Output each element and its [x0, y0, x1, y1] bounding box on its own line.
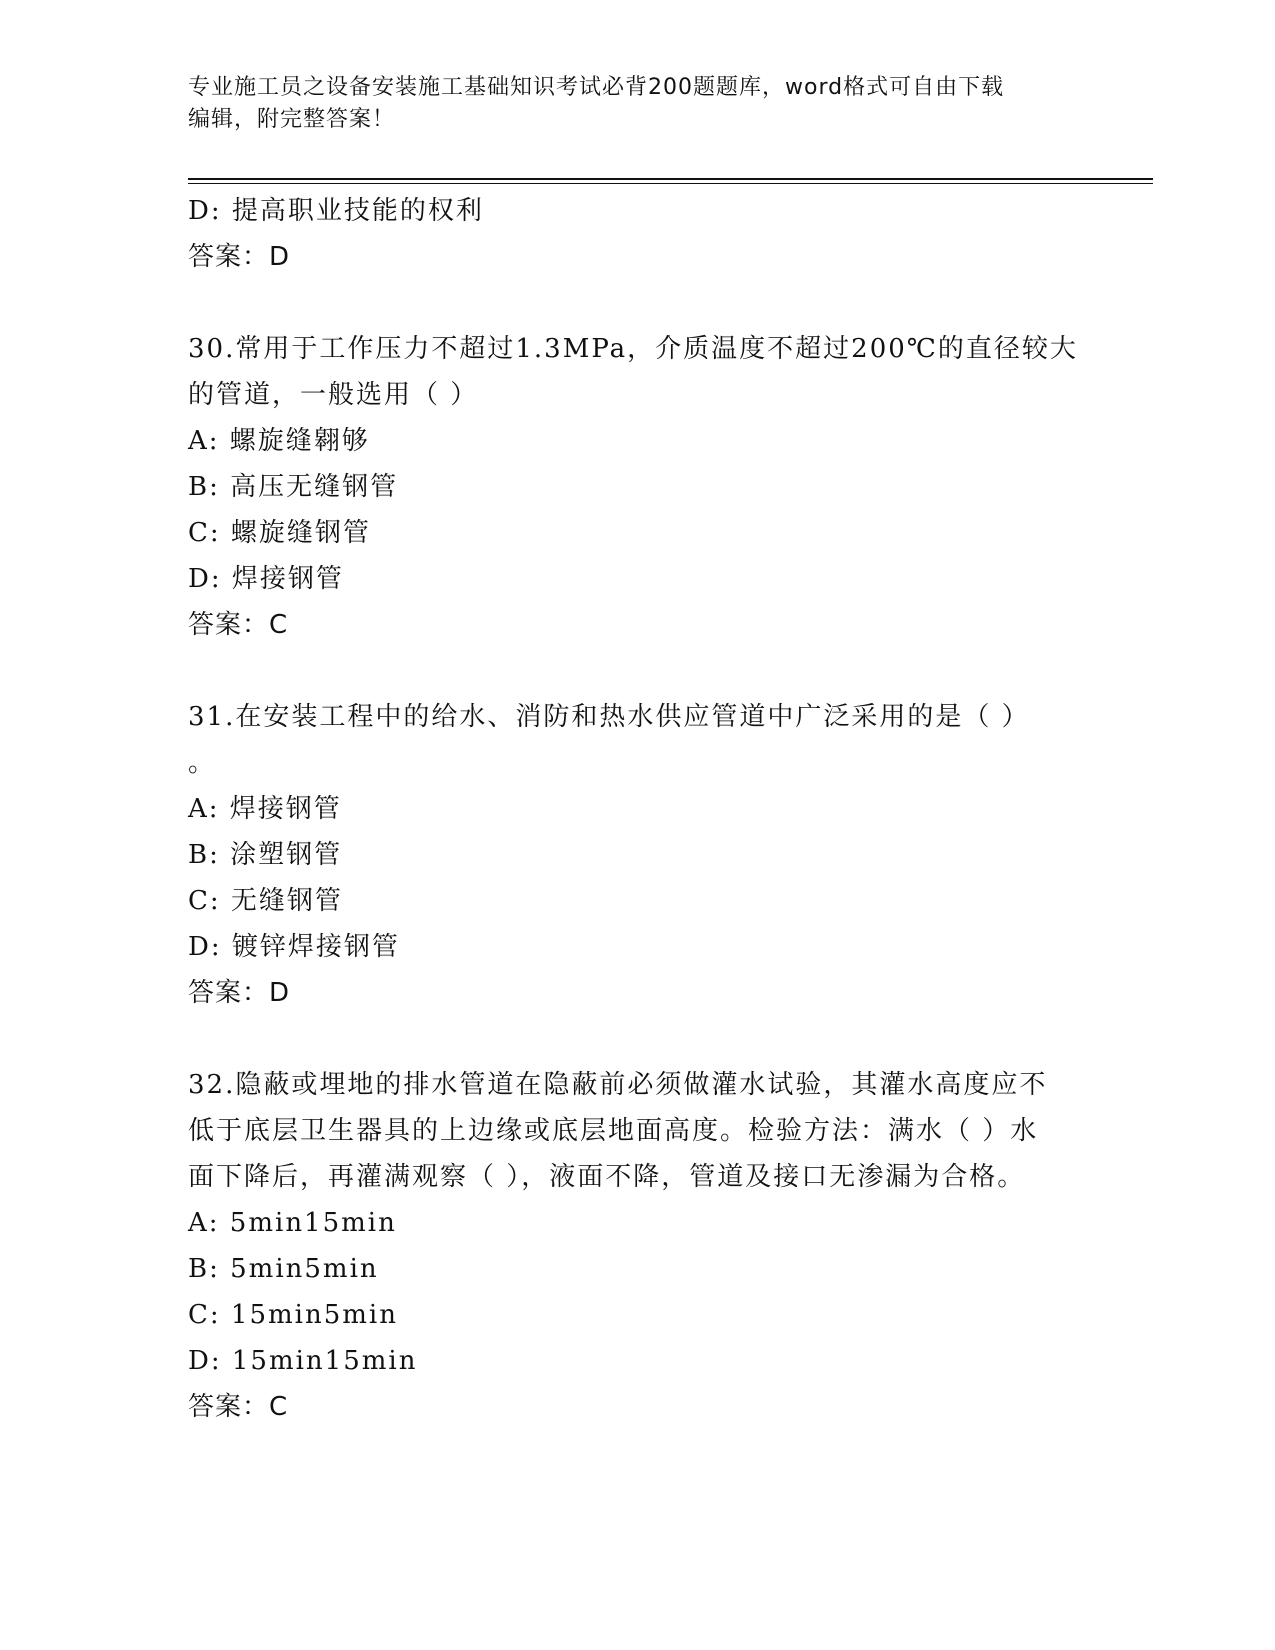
question-text-line-1: 32.隐蔽或埋地的排水管道在隐蔽前必须做灌水试验，其灌水高度应不 — [188, 1070, 1048, 1100]
question-text-line-1: 30.常用于工作压力不超过1.3MPa，介质温度不超过200℃的直径较大 — [188, 334, 1078, 364]
option-c: C: 无缝钢管 — [188, 886, 343, 916]
header-divider-thin — [188, 183, 1153, 184]
header-line-2: 编辑，附完整答案！ — [188, 107, 396, 132]
option-b: B: 高压无缝钢管 — [188, 472, 399, 502]
option-d: D: 焊接钢管 — [188, 564, 344, 594]
option-b: B: 涂塑钢管 — [188, 840, 343, 870]
question-text-line-2: 。 — [188, 748, 217, 778]
question-30 — [188, 326, 1078, 648]
spacer — [188, 1016, 1068, 1062]
question-32 — [188, 1062, 1068, 1430]
option-d: D: 15min15min — [188, 1346, 418, 1376]
answer-line: 答案：D — [188, 242, 291, 272]
question-text-line-1: 31.在安装工程中的给水、消防和热水供应管道中广泛采用的是（ ） — [188, 702, 1030, 732]
question-text-line-2: 低于底层卫生器具的上边缘或底层地面高度。检验方法：满水（ ）水 — [188, 1116, 1039, 1146]
answer-line: 答案：D — [188, 978, 291, 1008]
option-a: A: 5min15min — [188, 1208, 397, 1238]
previous-question-tail — [188, 188, 1068, 280]
spacer — [188, 648, 1068, 694]
option-d: D: 提高职业技能的权利 — [188, 196, 484, 226]
option-b: B: 5min5min — [188, 1254, 379, 1284]
question-text-line-2: 的管道，一般选用（ ） — [188, 380, 479, 410]
header-line-1: 专业施工员之设备安装施工基础知识考试必背200题题库，word格式可自由下载 — [188, 75, 1005, 100]
header-divider-thick — [188, 178, 1153, 180]
document-header — [188, 72, 1068, 136]
option-a: A: 焊接钢管 — [188, 794, 342, 824]
option-d: D: 镀锌焊接钢管 — [188, 932, 400, 962]
option-a: A: 螺旋缝翱够 — [188, 426, 370, 456]
question-text-line-3: 面下降后，再灌满观察（ ），液面不降，管道及接口无渗漏为合格。 — [188, 1162, 1026, 1192]
option-c: C: 15min5min — [188, 1300, 398, 1330]
answer-line: 答案：C — [188, 610, 289, 640]
question-31 — [188, 694, 1068, 1016]
option-c: C: 螺旋缝钢管 — [188, 518, 371, 548]
question-content — [188, 188, 1078, 1430]
answer-line: 答案：C — [188, 1392, 289, 1422]
spacer — [188, 280, 1068, 326]
